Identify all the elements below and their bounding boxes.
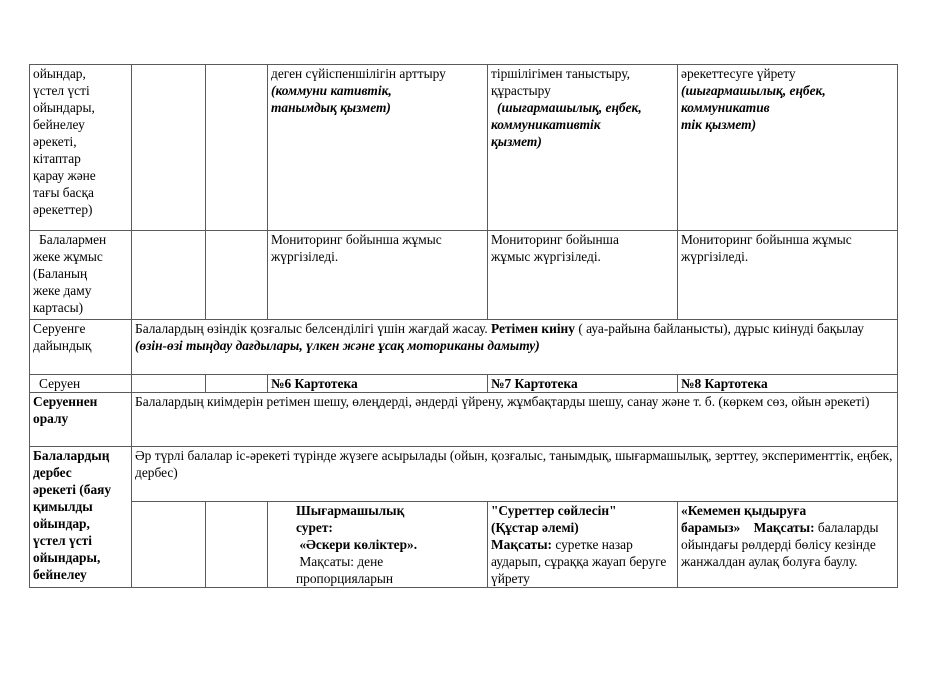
empty-cell — [132, 231, 206, 320]
day4-cell: №7 Картотека — [488, 375, 678, 393]
day5-cell: «Кемемен қыдыруға барамыз» Мақсаты: балаларды ойындағы рөлдерді бөлісу кезінде жанжалдан аулақ болуға баулу. — [678, 502, 898, 588]
day5-cell: әрекеттесуге үйрету (шығармашылық, еңбек, коммуникатив тік қызмет) — [678, 65, 898, 231]
table-row — [30, 65, 898, 231]
table-row — [30, 375, 898, 393]
day4-cell: тіршілігімен таныстыру, құрастыру (шығармашылық, еңбек, коммуникативтік қызмет) — [488, 65, 678, 231]
empty-cell — [206, 65, 268, 231]
empty-cell — [132, 65, 206, 231]
day3-cell: Мониторинг бойынша жұмыс жүргізіледі. — [268, 231, 488, 320]
empty-cell — [132, 375, 206, 393]
day4-cell: Мониторинг бойынша жұмыс жүргізіледі. — [488, 231, 678, 320]
merged-content-cell: Әр түрлі балалар іс-әрекеті түрінде жүзеге асырылады (ойын, қозғалыс, танымдық, шығармашылық, зерттеу, эксперименттік, еңбек, дербес) — [132, 447, 898, 502]
table-row — [30, 393, 898, 447]
empty-cell — [206, 375, 268, 393]
merged-content-cell: Балалардың өзіндік қозғалыс белсенділігі үшін жағдай жасау. Ретімен киіну ( ауа-райына байланысты), дұрыс киінуді бақылау (өзін-өзі тыңдау дағдылары, үлкен және ұсақ моториканы дамыту) — [132, 320, 898, 375]
day3-cell: деген сүйіспеншілігін арттыру (коммуни кативтік, танымдық қызмет) — [268, 65, 488, 231]
row-label: ойындар, үстел үсті ойындары, бейнелеу әрекеті, кітаптар қарау және тағы басқа әрекеттер) — [30, 65, 132, 231]
table-row — [30, 320, 898, 375]
empty-cell — [132, 502, 206, 588]
daily-plan-table — [29, 64, 898, 588]
row-label: Серуенге дайындық — [30, 320, 132, 375]
empty-cell — [206, 502, 268, 588]
day4-cell: "Суреттер сөйлесін" (Құстар әлемі) Мақсаты: суретке назар аударып, сұраққа жауап беруге үйрету — [488, 502, 678, 588]
table-row — [30, 447, 898, 502]
day5-cell: Мониторинг бойынша жұмыс жүргізіледі. — [678, 231, 898, 320]
table-row — [30, 231, 898, 320]
merged-content-cell: Балалардың киімдерін ретімен шешу, өлеңдерді, әндерді үйрену, жұмбақтарды шешу, санау және т. б. (көркем сөз, ойын әрекеті) — [132, 393, 898, 447]
row-label: Серуен — [30, 375, 132, 393]
table-row — [30, 502, 898, 588]
row-label: Балалардың дербес әрекеті (баяу қимылды ойындар, үстел үсті ойындары, бейнелеу — [30, 447, 132, 588]
empty-cell — [206, 231, 268, 320]
row-label: Балалармен жеке жұмыс (Баланың жеке даму картасы) — [30, 231, 132, 320]
day5-cell: №8 Картотека — [678, 375, 898, 393]
row-label: Серуеннен оралу — [30, 393, 132, 447]
day3-cell: №6 Картотека — [268, 375, 488, 393]
day3-cell: Шығармашылық сурет: «Әскери көліктер». Мақсаты: дене пропорцияларын — [268, 502, 488, 588]
